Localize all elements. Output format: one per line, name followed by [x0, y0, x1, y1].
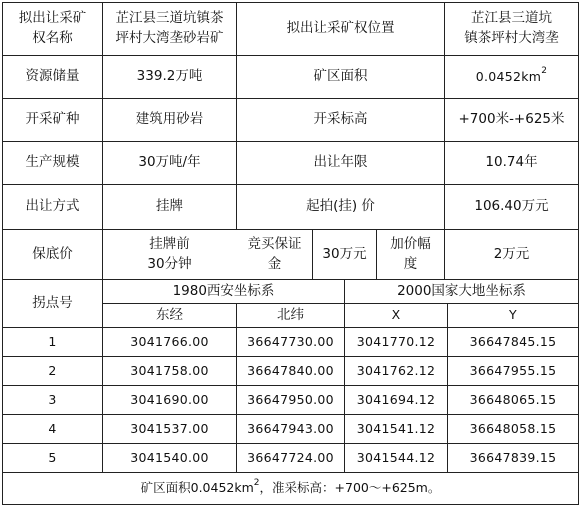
coord-1980-north: 36647950.00	[247, 391, 334, 407]
col-2000-x-header: X	[391, 307, 401, 323]
mine-area-label: 矿区面积	[313, 68, 368, 85]
col-1980-east-header: 东经	[156, 306, 183, 323]
coord-1980-east: 3041540.00	[130, 449, 209, 465]
coord-1980-north: 36647724.00	[247, 449, 334, 465]
bid-increment-value: 2万元	[493, 245, 530, 262]
reserve-price-label: 保底价	[32, 245, 73, 262]
coord-2000-y: 36648065.15	[469, 391, 557, 407]
transfer-term-value: 10.74年	[485, 154, 538, 171]
mining-elevation-label: 开采标高	[313, 111, 368, 128]
reserves-label: 资源储量	[25, 68, 80, 85]
bid-deposit-label: 竞买保证 金	[247, 235, 302, 272]
listing-time-value: 挂牌前 30分钟	[147, 235, 192, 272]
footer-note: 矿区面积0.0452km $^2$ ，准采标高：+700～+625m。	[3, 473, 578, 504]
mining-elevation-value: +700米-+625米	[458, 111, 565, 128]
bid-increment-label: 加价幅 度	[390, 235, 431, 272]
mining-right-position-label: 拟出让采矿权位置	[286, 20, 395, 37]
coord-1980-east: 3041690.00	[130, 391, 209, 407]
transfer-term-label: 出让年限	[313, 154, 368, 171]
transfer-method-label: 出让方式	[25, 198, 80, 215]
coord-1980-east: 3041758.00	[130, 362, 209, 378]
coord-2000-y: 36647955.15	[469, 362, 557, 378]
footer-elevation-text: ，准采标高：+700～+625m。	[259, 480, 441, 496]
reserves-value: 339.2万吨	[136, 68, 203, 85]
coord-point: 4	[48, 420, 57, 436]
mining-right-name-value: 芷江县三道坑镇茶 坪村大湾垄砂岩矿	[115, 10, 224, 46]
coord-2000-x: 3041541.12	[356, 420, 436, 436]
mineral-type-label: 开采矿种	[25, 111, 80, 128]
coord-1980-east: 3041537.00	[130, 420, 209, 436]
starting-price-value: 106.40万元	[474, 198, 549, 215]
transfer-method-value: 挂牌	[156, 198, 183, 215]
col-2000-y-header: Y	[509, 307, 517, 323]
coord-point: 1	[48, 333, 57, 349]
coord-2000-x: 3041694.12	[356, 391, 436, 407]
point-number-header: 拐点号	[32, 294, 73, 311]
production-scale-value: 30万吨/年	[138, 154, 201, 171]
coord-2000-x: 3041762.12	[356, 362, 436, 378]
mine-area-value: 0.0452km $^2$	[445, 56, 578, 98]
coord-1980-north: 36647730.00	[247, 333, 334, 349]
rule	[578, 2, 579, 505]
mining-right-name-label: 拟出让采矿 权名称	[18, 10, 87, 46]
starting-price-label: 起拍(挂) 价	[306, 198, 375, 215]
coord-1980-north: 36647943.00	[247, 420, 334, 436]
mining-right-position-value: 芷江县三道坑 镇茶坪村大湾垄	[464, 10, 559, 46]
cgcs-2000-header: 2000国家大地坐标系	[397, 282, 526, 299]
coord-point: 3	[48, 391, 57, 407]
coord-2000-y: 36647845.15	[469, 333, 557, 349]
coord-2000-y: 36647839.15	[469, 449, 557, 465]
col-1980-north-header: 北纬	[277, 306, 304, 323]
xian-1980-header: 1980西安坐标系	[172, 282, 275, 299]
coord-1980-east: 3041766.00	[130, 333, 209, 349]
coord-2000-x: 3041770.12	[356, 333, 436, 349]
coord-point: 2	[48, 362, 57, 378]
rule	[2, 504, 579, 505]
footer-area-text: 矿区面积0.0452km	[140, 480, 254, 496]
coord-point: 5	[48, 449, 57, 465]
mineral-type-value: 建筑用砂岩	[135, 111, 204, 128]
coord-2000-y: 36648058.15	[469, 420, 557, 436]
production-scale-label: 生产规模	[25, 154, 80, 171]
bid-deposit-value: 30万元	[322, 245, 367, 262]
coord-2000-x: 3041544.12	[356, 449, 436, 465]
coord-1980-north: 36647840.00	[247, 362, 334, 378]
mine-area-number: 0.0452km	[475, 68, 542, 84]
